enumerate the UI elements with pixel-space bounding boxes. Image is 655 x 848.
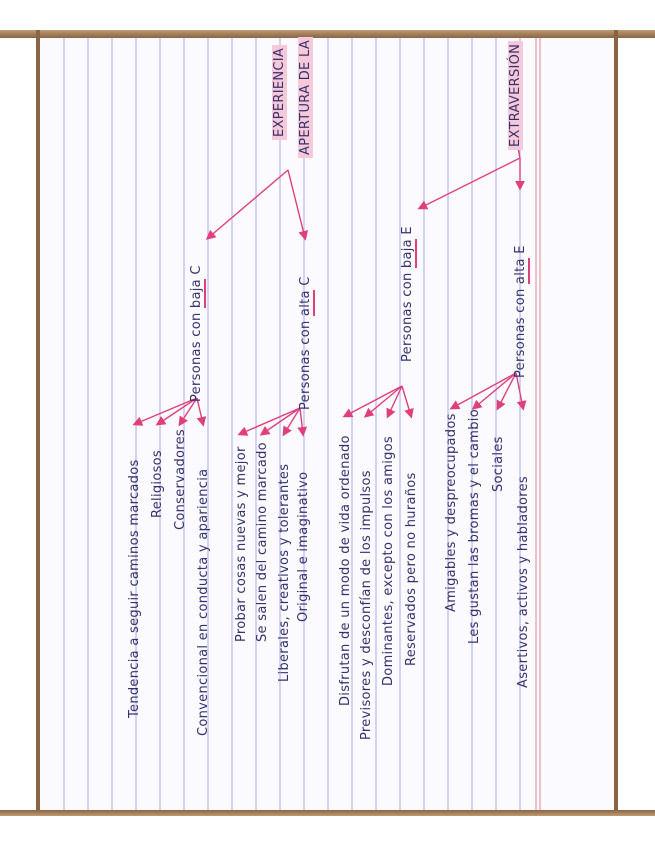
openness-low-heading: Personas con baja C xyxy=(189,265,204,402)
trait-item: Tendencia a seguir caminos marcados xyxy=(127,459,142,718)
trait-item: Conservadores xyxy=(173,429,188,530)
openness-title-line1: APERTURA DE LA xyxy=(298,37,313,158)
trait-item: Disfrutan de un modo de vida ordenado xyxy=(338,435,353,706)
trait-item: Se salen del camino marcado xyxy=(255,442,270,642)
openness-title-line2: EXPERIENCIA xyxy=(272,45,287,140)
trait-item: Amigables y despreocupados xyxy=(444,413,459,612)
trait-item: Previsores y desconfían de los impulsos xyxy=(359,470,374,740)
trait-item: Sociales xyxy=(491,436,506,492)
trait-item: Probar cosas nuevas y mejor xyxy=(234,446,249,642)
extraversion-low-heading: Personas con baja E xyxy=(400,226,415,362)
trait-item: Original e imaginativo xyxy=(296,471,311,622)
trait-item: Convencional en conducta y apariencia xyxy=(196,468,211,736)
extraversion-title: EXTRAVERSIÓN xyxy=(508,41,523,150)
trait-item: Asertivos, activos y habladores xyxy=(516,476,531,688)
extraversion-high-heading: Personas con alta E xyxy=(513,245,528,378)
trait-item: Les gustan las bromas y el cambio xyxy=(467,409,482,644)
trait-item: Religiosos xyxy=(150,450,165,518)
trait-item: Reservados pero no huraños xyxy=(404,472,419,666)
openness-high-heading: Personas con alta C xyxy=(298,276,313,410)
trait-item: Dominantes, excepto con los amigos xyxy=(381,436,396,686)
trait-item: Liberales, creativos y tolerantes xyxy=(277,463,292,682)
